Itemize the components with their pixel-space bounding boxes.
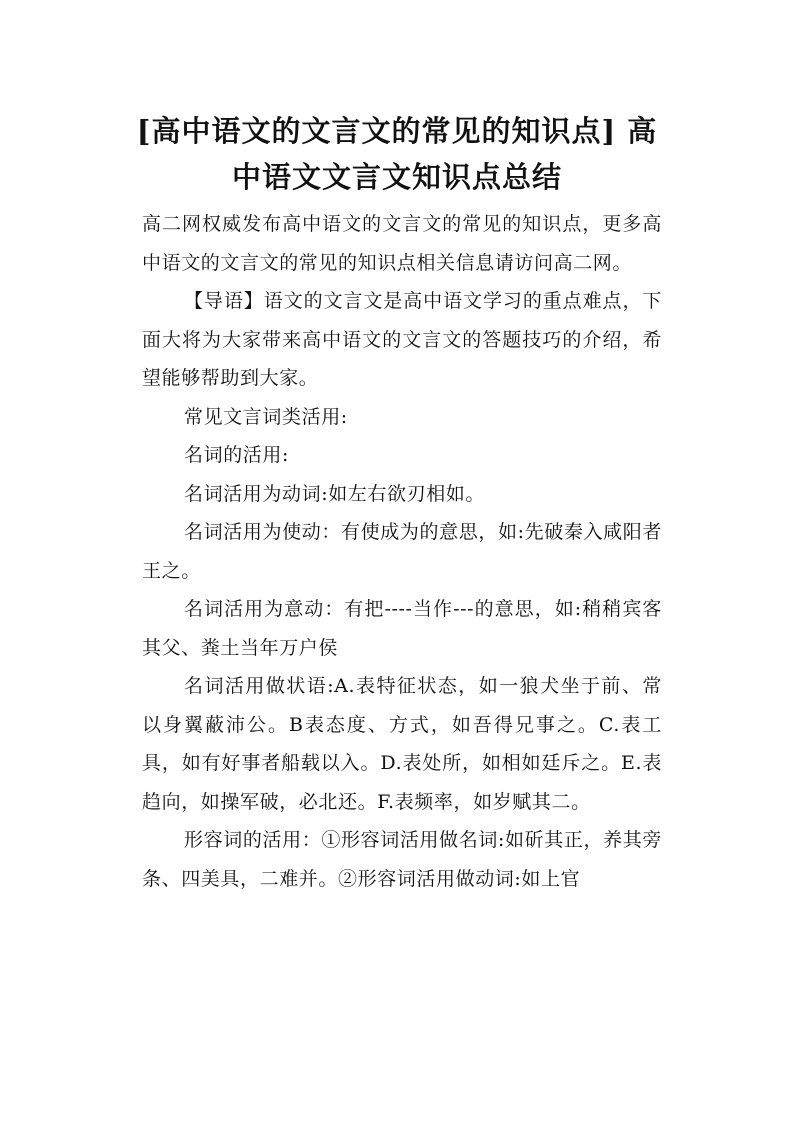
paragraph-adjective: 形容词的活用：①形容词活用做名词:如斫其正，养其旁条、四美具，二难并。②形容词活用做动词:如上官: [142, 829, 662, 890]
paragraph-heading-noun: 名词的活用:: [184, 444, 290, 466]
paragraph-noun-adverbial: 名词活用做状语:A.表特征状态，如一狼犬坐于前、常以身翼蔽沛公。B表态度、方式，如吾得兄事之。C.表工具，如有好事者船载以入。D.表处所，如相如廷斥之。E.表趋向，如操军破，必北还。F.表频率，如岁赋其二。: [142, 675, 662, 813]
paragraph-noun-causative: 名词活用为使动：有使成为的意思，如:先破秦入咸阳者王之。: [142, 521, 662, 582]
document-title: [120, 108, 674, 200]
paragraph-noun-as-verb: 名词活用为动词:如左右欲刃相如。: [184, 482, 486, 505]
document-body: [142, 205, 662, 898]
title-line-2: 中语文文言文知识点总结: [231, 160, 562, 194]
title-line-1: [高中语文的文言文的常见的知识点] 高: [136, 114, 658, 148]
paragraph-noun-putative: 名词活用为意动：有把----当作---的意思，如:稍稍宾客其父、粪土当年万户侯: [142, 598, 662, 659]
paragraph-heading-word-class: 常见文言词类活用:: [184, 405, 348, 428]
paragraph-guide: 【导语】语文的文言文是高中语文学习的重点难点，下面大将为大家带来高中语文的文言文的答题技巧的介绍，希望能够帮助到大家。: [142, 290, 662, 389]
intro-paragraph: 高二网权威发布高中语文的文言文的常见的知识点，更多高中语文的文言文的常见的知识点相关信息请访问高二网。: [142, 213, 662, 274]
